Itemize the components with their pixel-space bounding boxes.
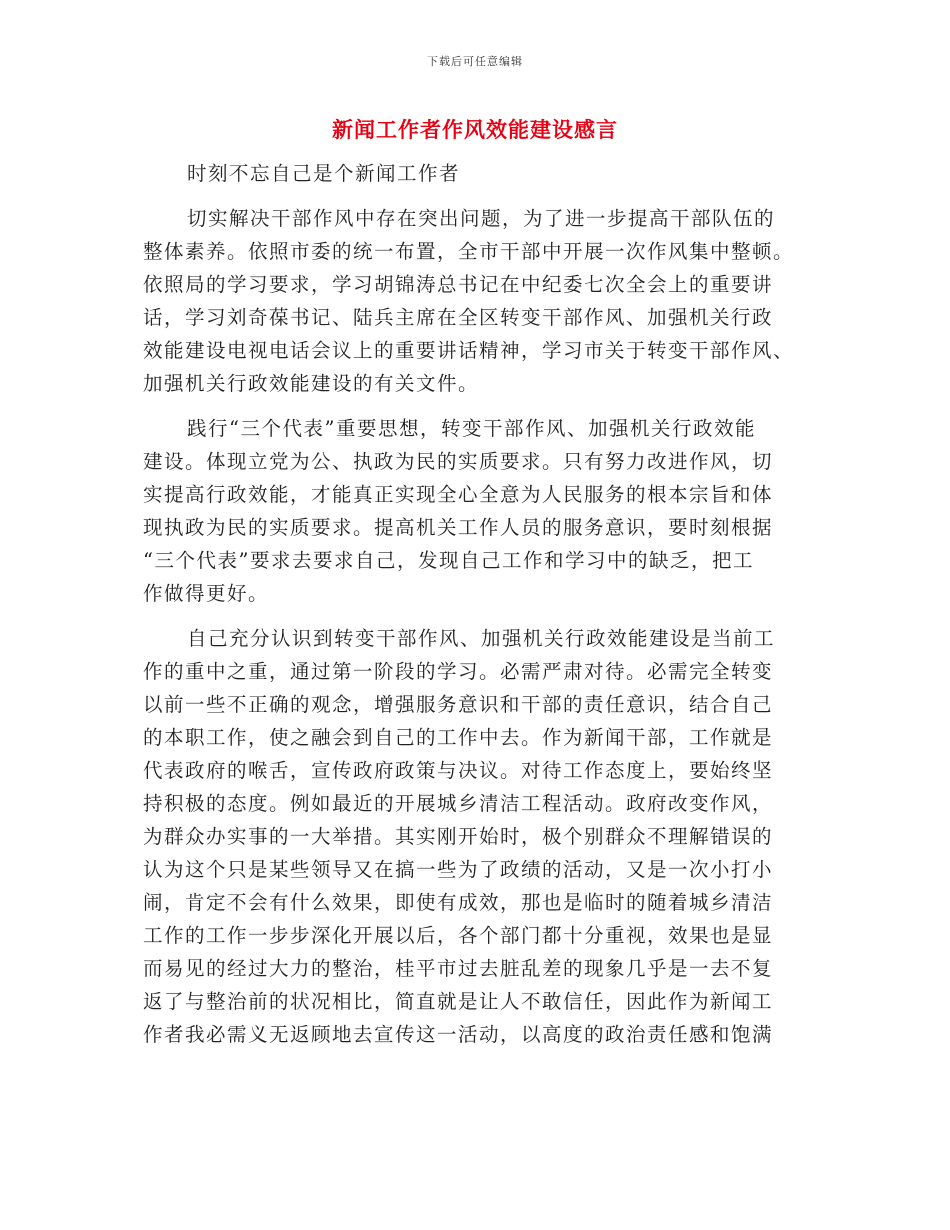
text-line: 闹，肯定不会有什么效果，即使有成效，那也是临时的随着城乡清洁 <box>143 891 774 914</box>
text-line: 整体素养。依照市委的统一布置，全市干部中开展一次作风集中整顿。 <box>143 240 795 263</box>
text-line: 践行“三个代表”重要思想，转变干部作风、加强机关行政效能 <box>187 417 756 440</box>
text-line: 作者我必需义无返顾地去宣传这一活动，以高度的政治责任感和饱满 <box>143 1023 774 1046</box>
header-note: 下载后可任意编辑 <box>427 55 523 68</box>
text-line: 以前一些不正确的观念，增强服务意识和干部的责任意识，结合自己 <box>143 693 774 716</box>
paragraph-gap <box>143 400 807 412</box>
text-line: 时刻不忘自己是个新闻工作者 <box>187 162 461 185</box>
text-line: 为群众办实事的一大举措。其实刚开始时，极个别群众不理解错误的 <box>143 825 774 848</box>
text-line: 效能建设电视电话会议上的重要讲话精神，学习市关于转变干部作风、 <box>143 339 795 362</box>
text-line: 的本职工作，使之融会到自己的工作中去。作为新闻干部，工作就是 <box>143 726 774 749</box>
text-line: “三个代表”要求去要求自己，发现自己工作和学习中的缺乏，把工 <box>143 549 754 572</box>
text-line: 作的重中之重，通过第一阶段的学习。必需严肃对待。必需完全转变 <box>143 660 774 683</box>
text-line: 实提高行政效能，才能真正实现全心全意为人民服务的根本宗旨和体 <box>143 483 774 506</box>
text-line: 话，学习刘奇葆书记、陆兵主席在全区转变干部作风、加强机关行政 <box>143 306 774 329</box>
text-line: 建设。体现立党为公、执政为民的实质要求。只有努力改进作风，切 <box>143 450 774 473</box>
document-title: 新闻工作者作风效能建设感言 <box>332 117 618 142</box>
text-line: 现执政为民的实质要求。提高机关工作人员的服务意识，要时刻根据 <box>143 516 774 539</box>
text-line: 加强机关行政效能建设的有关文件。 <box>143 372 480 395</box>
text-line: 认为这个只是某些领导又在搞一些为了政绩的活动，又是一次小打小 <box>143 858 774 881</box>
text-line: 切实解决干部作风中存在突出问题，为了进一步提高干部队伍的 <box>187 207 776 230</box>
document-body <box>143 157 807 1051</box>
paragraph-gap <box>143 190 807 202</box>
paragraph-gap <box>143 610 807 622</box>
text-line: 自己充分认识到转变干部作风、加强机关行政效能建设是当前工 <box>187 627 776 650</box>
text-line: 返了与整治前的状况相比，简直就是让人不敢信任，因此作为新闻工 <box>143 990 774 1013</box>
text-line: 而易见的经过大力的整治，桂平市过去脏乱差的现象几乎是一去不复 <box>143 957 774 980</box>
text-line: 作做得更好。 <box>143 582 270 605</box>
text-line: 工作的工作一步步深化开展以后，各个部门都十分重视，效果也是显 <box>143 924 774 947</box>
text-line: 依照局的学习要求，学习胡锦涛总书记在中纪委七次全会上的重要讲 <box>143 273 774 296</box>
text-line: 持积极的态度。例如最近的开展城乡清洁工程活动。政府改变作风， <box>143 792 774 815</box>
text-line: 代表政府的喉舌，宣传政府政策与决议。对待工作态度上，要始终坚 <box>143 759 774 782</box>
